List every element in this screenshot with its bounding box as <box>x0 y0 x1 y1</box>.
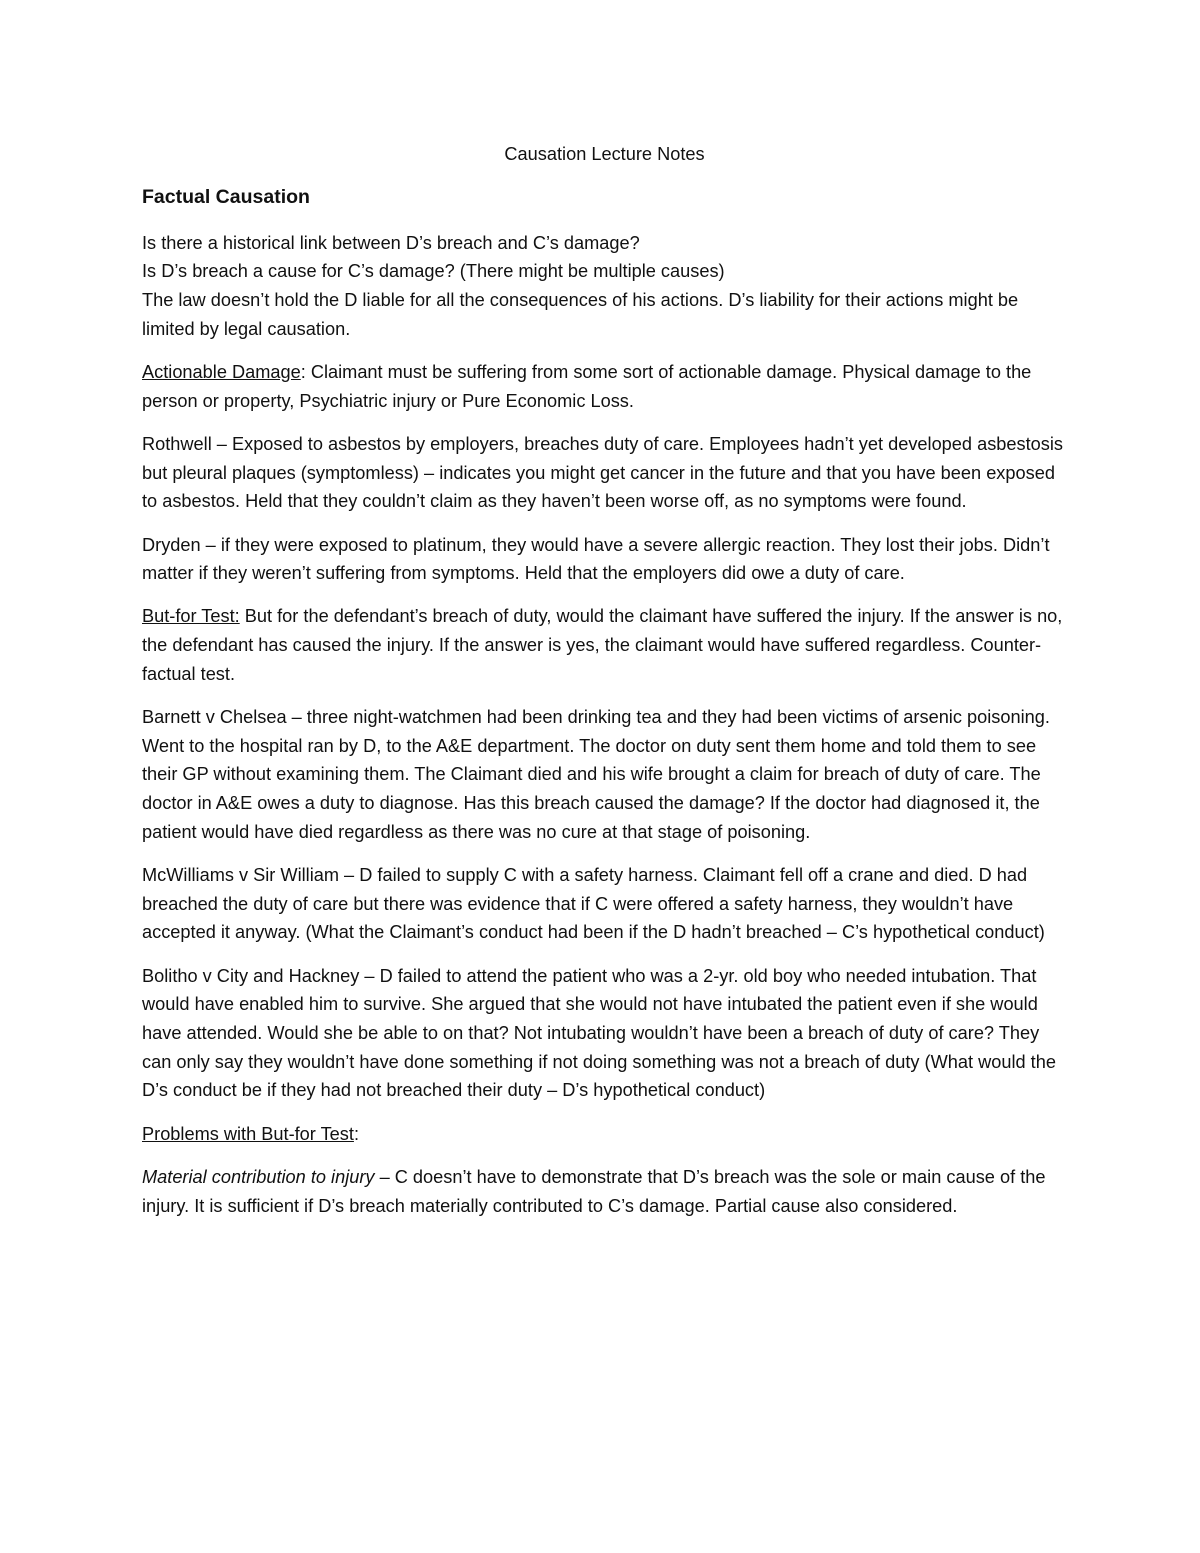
problems-heading <box>142 1120 1067 1149</box>
rothwell-paragraph: Rothwell – Exposed to asbestos by employers, breaches duty of care. Employees hadn’t yet developed asbestosis but pleural plaques (symptomless) – indicates you might get cancer in the future and that you have been exposed to asbestos. Held that they couldn’t claim as they haven’t been worse off, as no symptoms were found. <box>142 433 1064 512</box>
barnett-paragraph: Barnett v Chelsea – three night-watchmen had been drinking tea and they had been victims of arsenic poisoning. Went to the hospital ran by D, to the A&E department. The doctor on duty sent them home and told them to see their GP without examining them. The Claimant died and his wife brought a claim for breach of duty of care. The doctor in A&E owes a duty to diagnose. Has this breach caused the damage? If the doctor had diagnosed it, the patient would have died regardless as there was no cure at that stage of poisoning. <box>142 707 1050 842</box>
but-for-test-text: But for the defendant’s breach of duty, would the claimant have suffered the injury. If the answer is no, the defendant has caused the injury. If the answer is yes, the claimant would have suffered regardless. Counter-factual test. <box>142 606 1063 684</box>
material-contribution-paragraph <box>142 1163 1067 1220</box>
actionable-damage-paragraph <box>142 358 1067 415</box>
material-contribution-term: Material contribution to injury <box>142 1166 375 1187</box>
but-for-test-paragraph <box>142 602 1067 688</box>
dryden-paragraph: Dryden – if they were exposed to platinum, they would have a severe allergic reaction. They lost their jobs. Didn’t matter if they weren’t suffering from symptoms. Held that the employers did owe a duty of care. <box>142 534 1050 584</box>
material-contribution-text: – C doesn’t have to demonstrate that D’s breach was the sole or main cause of the injury. It is sufficient if D’s breach materially contributed to C’s damage. Partial cause also considered. <box>142 1166 1046 1216</box>
but-for-test-term: But-for Test: <box>142 606 240 627</box>
mcwilliams-paragraph: McWilliams v Sir William – D failed to supply C with a safety harness. Claimant fell off a crane and died. D had breached the duty of care but there was evidence that if C were offered a safety harness, they wouldn’t have accepted it anyway. (What the Claimant’s conduct had been if the D hadn’t breached – C’s hypothetical conduct) <box>142 865 1045 943</box>
bolitho-paragraph: Bolitho v City and Hackney – D failed to attend the patient who was a 2-yr. old boy who needed intubation. That would have enabled him to survive. She argued that she would not have intubated the patient even if she would have attended. Would she be able to on that? Not intubating wouldn’t have been a breach of duty of care? They can only say they wouldn’t have done something if not doing something was not a breach of duty (What would the D’s conduct be if they had not breached their duty – D’s hypothetical conduct) <box>142 965 1056 1101</box>
intro-line-2: Is D’s breach a cause for C’s damage? (There might be multiple causes) <box>142 261 725 282</box>
document-page <box>142 140 1067 1235</box>
intro-line-1: Is there a historical link between D’s breach and C’s damage? <box>142 232 640 253</box>
problems-heading-term: Problems with But-for Test <box>142 1123 354 1144</box>
problems-heading-suffix: : <box>353 1123 359 1144</box>
intro-paragraph <box>142 229 1067 344</box>
section-heading-factual-causation: Factual Causation <box>142 185 310 208</box>
actionable-damage-term: Actionable Damage <box>142 362 301 383</box>
intro-line-3: The law doesn’t hold the D liable for all the consequences of his actions. D’s liability for their actions might be limited by legal causation. <box>142 290 1019 339</box>
document-title: Causation Lecture Notes <box>504 144 705 164</box>
actionable-damage-text: : Claimant must be suffering from some sort of actionable damage. Physical damage to the person or property, Psychiatric injury or Pure Economic Loss. <box>142 362 1032 411</box>
